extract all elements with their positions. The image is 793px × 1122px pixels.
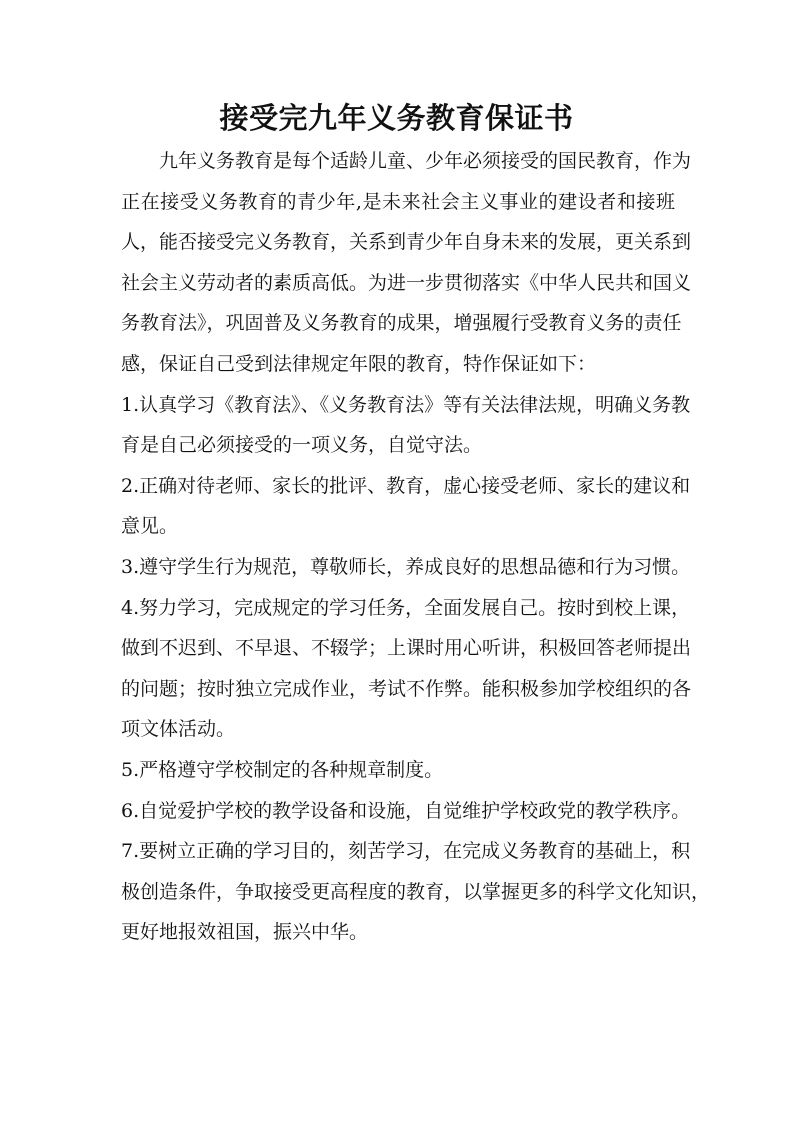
pledge-item-6 xyxy=(121,791,691,832)
intro-line: 正在接受义务教育的青少年,是未来社会主义事业的建设者和接班 xyxy=(121,190,675,213)
pledge-line: 育是自己必须接受的一项义务，自觉守法。 xyxy=(121,434,483,457)
pledge-item-7 xyxy=(121,831,711,953)
pledge-item-1 xyxy=(121,385,691,466)
pledge-line: 做到不迟到、不早退、不辍学；上课时用心听讲，积极回答老师提出 xyxy=(121,637,692,660)
pledge-line: 极创造条件，争取接受更高程度的教育，以掌握更多的科学文化知识， xyxy=(121,880,711,903)
pledge-item-3 xyxy=(121,547,691,588)
pledge-item-5 xyxy=(121,750,675,791)
pledge-line: 1.认真学习《教育法》、《义务教育法》等有关法律法规，明确义务教 xyxy=(121,393,691,416)
pledge-line: 项文体活动。 xyxy=(121,718,236,741)
pledge-line: 2.正确对待老师、家长的批评、教育，虚心接受老师、家长的建议和 xyxy=(121,474,691,497)
pledge-item-4 xyxy=(121,588,692,750)
document-body xyxy=(121,141,711,953)
pledge-line: 6.自觉爱护学校的教学设备和设施，自觉维护学校政党的教学秩序。 xyxy=(121,799,691,822)
intro-line: 务教育法》，巩固普及义务教育的成果，增强履行受教育义务的责任 xyxy=(121,312,682,335)
intro-paragraph xyxy=(121,141,692,385)
pledge-line: 更好地报效祖国，振兴中华。 xyxy=(121,921,369,944)
intro-line: 九年义务教育是每个适龄儿童、少年必须接受的国民教育，作为 xyxy=(159,150,692,172)
intro-line: 社会主义劳动者的素质高低。为进一步贯彻落实《中华人民共和国义 xyxy=(121,271,692,294)
document-title: 接受完九年义务教育保证书 xyxy=(219,101,574,135)
intro-line: 人，能否接受完义务教育，关系到青少年自身未来的发展，更关系到 xyxy=(121,231,692,254)
pledge-line: 3.遵守学生行为规范，尊敬师长，养成良好的思想品德和行为习惯。 xyxy=(121,555,691,578)
pledge-item-2 xyxy=(121,466,691,547)
pledge-line: 的问题；按时独立完成作业，考试不作弊。能积极参加学校组织的各 xyxy=(121,677,692,700)
pledge-line: 7.要树立正确的学习目的，刻苦学习，在完成义务教育的基础上，积 xyxy=(121,840,691,863)
pledge-line: 5.严格遵守学校制定的各种规章制度。 xyxy=(121,758,444,781)
intro-line: 感，保证自己受到法律规定年限的教育，特作保证如下： xyxy=(121,352,597,375)
pledge-line: 4.努力学习，完成规定的学习任务，全面发展自己。按时到校上课， xyxy=(121,596,691,619)
pledge-line: 意见。 xyxy=(121,515,179,538)
